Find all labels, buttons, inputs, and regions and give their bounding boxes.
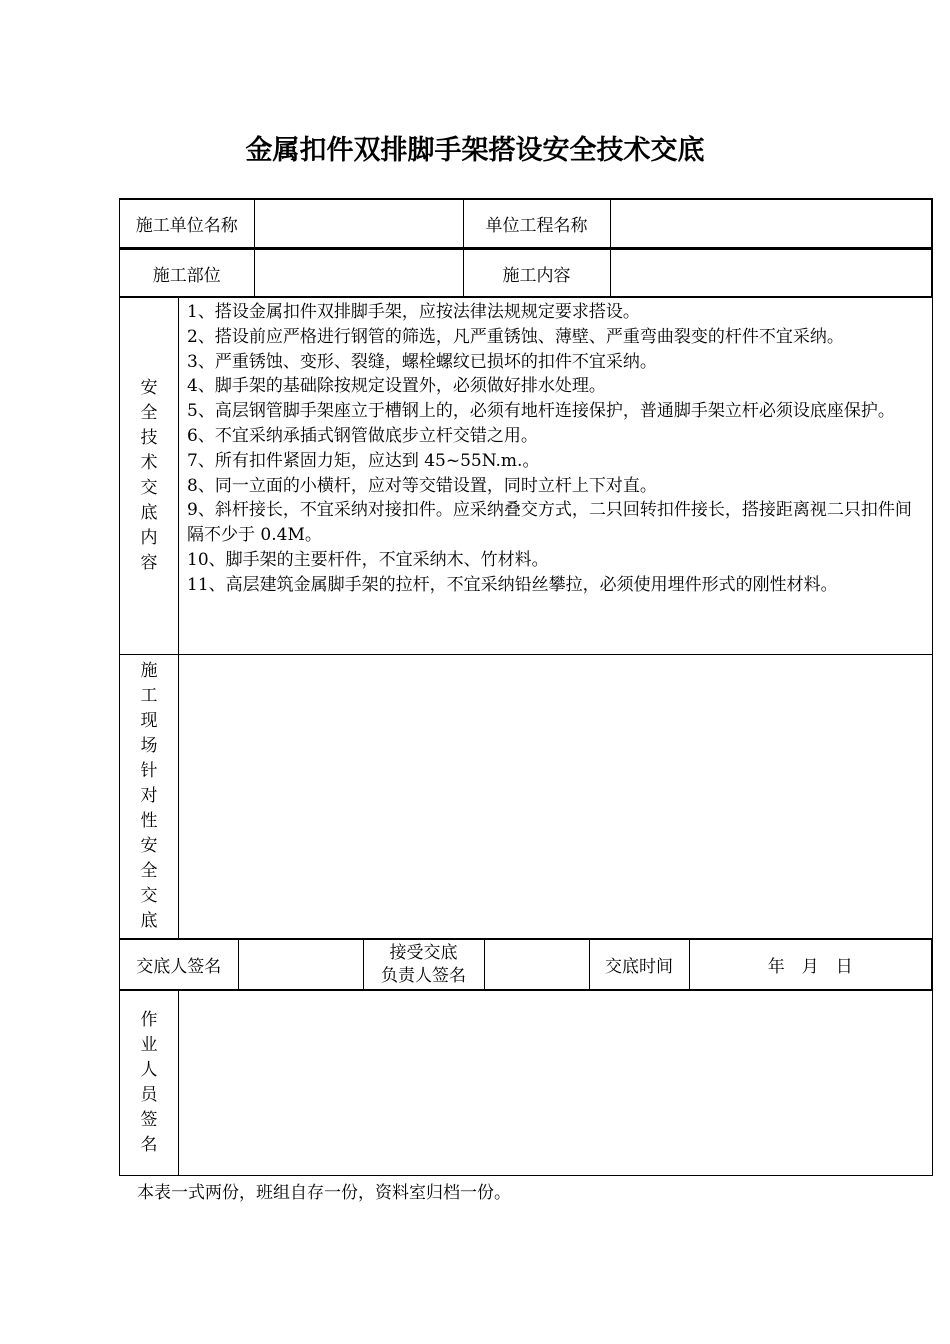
content-field[interactable]	[610, 250, 932, 297]
vertical-label-char: 性	[140, 811, 158, 831]
receiver-label-line2: 负责人签名	[381, 965, 466, 986]
handover-time-label: 交底时间	[589, 940, 689, 990]
unit-name-field[interactable]	[254, 200, 463, 248]
safety-item: 8、同一立面的小横杆，应对等交错设置，同时立杆上下对直。	[187, 475, 657, 496]
vertical-label-char: 底	[140, 503, 158, 523]
receiver-label-line1: 接受交底	[389, 942, 458, 963]
vertical-label-char: 术	[140, 453, 158, 473]
vertical-label-char: 全	[140, 403, 158, 423]
vertical-label-char: 工	[140, 686, 158, 706]
vertical-label-char: 内	[140, 528, 158, 548]
disclosure-form	[119, 198, 933, 1176]
row-signatures	[120, 939, 933, 991]
vertical-label-char: 施	[140, 661, 158, 681]
row-unit-project	[120, 199, 933, 249]
date-text: 年 月 日	[767, 957, 853, 977]
vertical-label-char: 交	[140, 478, 158, 498]
safety-label	[120, 298, 179, 655]
safety-item: 5、高层钢管脚手架座立于槽钢上的，必须有地杆连接保护，普通脚手架立杆必须设底座保护。	[187, 401, 895, 422]
safety-items	[179, 298, 933, 655]
vertical-label-char: 现	[140, 711, 158, 731]
receiver-signature-field[interactable]	[484, 940, 589, 990]
handover-date-field[interactable]	[689, 940, 932, 990]
safety-item: 3、严重锈蚀、变形、裂缝，螺栓螺纹已损坏的扣件不宜采纳。	[187, 351, 657, 372]
row-site-disclosure	[120, 655, 933, 939]
vertical-label-char: 安	[140, 836, 158, 856]
safety-item: 7、所有扣件紧固力矩，应达到 45~55N.m.。	[187, 450, 540, 471]
vertical-label-char: 员	[140, 1085, 158, 1105]
handover-signature-label: 交底人签名	[120, 940, 238, 990]
site-label	[120, 655, 179, 939]
safety-item: 2、搭设前应严格进行钢管的筛选，凡严重锈蚀、薄壁、严重弯曲裂变的杆件不宜采纳。	[187, 326, 844, 347]
row-worker-signatures	[120, 991, 933, 1176]
project-name-field[interactable]	[610, 200, 932, 248]
vertical-label-char: 作	[140, 1010, 158, 1030]
row-location-content	[120, 249, 933, 298]
vertical-label-char: 业	[140, 1035, 158, 1055]
document-title: 金属扣件双排脚手架搭设安全技术交底	[245, 135, 705, 166]
vertical-label-char: 交	[140, 886, 158, 906]
row-safety-content	[120, 298, 933, 655]
vertical-label-char: 底	[140, 911, 158, 931]
project-name-label: 单位工程名称	[463, 200, 610, 248]
location-label: 施工部位	[120, 250, 254, 297]
vertical-label-char: 人	[140, 1060, 158, 1080]
handover-signature-field[interactable]	[238, 940, 363, 990]
safety-item: 9、斜杆接长，不宜采纳对接扣件。应采纳叠交方式，二只回转扣件接长，搭接距离视二只扣件间隔不少于 0.4M。	[187, 500, 912, 546]
vertical-label-char: 签	[140, 1110, 158, 1130]
vertical-label-char: 名	[140, 1135, 158, 1155]
location-field[interactable]	[254, 250, 463, 297]
vertical-label-char: 安	[140, 378, 158, 398]
unit-name-label: 施工单位名称	[120, 200, 254, 248]
safety-item: 6、不宜采纳承插式钢管做底步立杆交错之用。	[187, 425, 538, 446]
workers-label	[120, 991, 179, 1176]
vertical-label-char: 针	[140, 761, 158, 781]
receiver-signature-label	[363, 940, 484, 990]
worker-signatures-field[interactable]	[179, 991, 933, 1176]
safety-item: 1、搭设金属扣件双排脚手架，应按法律法规规定要求搭设。	[187, 302, 640, 322]
safety-item: 4、脚手架的基础除按规定设置外，必须做好排水处理。	[187, 376, 606, 397]
vertical-label-char: 技	[140, 428, 158, 448]
vertical-label-char: 容	[140, 553, 158, 573]
vertical-label-char: 对	[140, 786, 158, 806]
footer-note: 本表一式两份，班组自存一份，资料室归档一份。	[137, 1183, 511, 1203]
vertical-label-char: 场	[140, 736, 158, 756]
safety-item: 11、高层建筑金属脚手架的拉杆，不宜采纳铅丝攀拉，必须使用埋件形式的刚性材料。	[187, 574, 838, 595]
site-disclosure-field[interactable]	[179, 655, 933, 939]
vertical-label-char: 全	[140, 861, 158, 881]
content-label: 施工内容	[463, 250, 610, 297]
safety-item: 10、脚手架的主要杆件，不宜采纳木、竹材料。	[187, 549, 549, 570]
